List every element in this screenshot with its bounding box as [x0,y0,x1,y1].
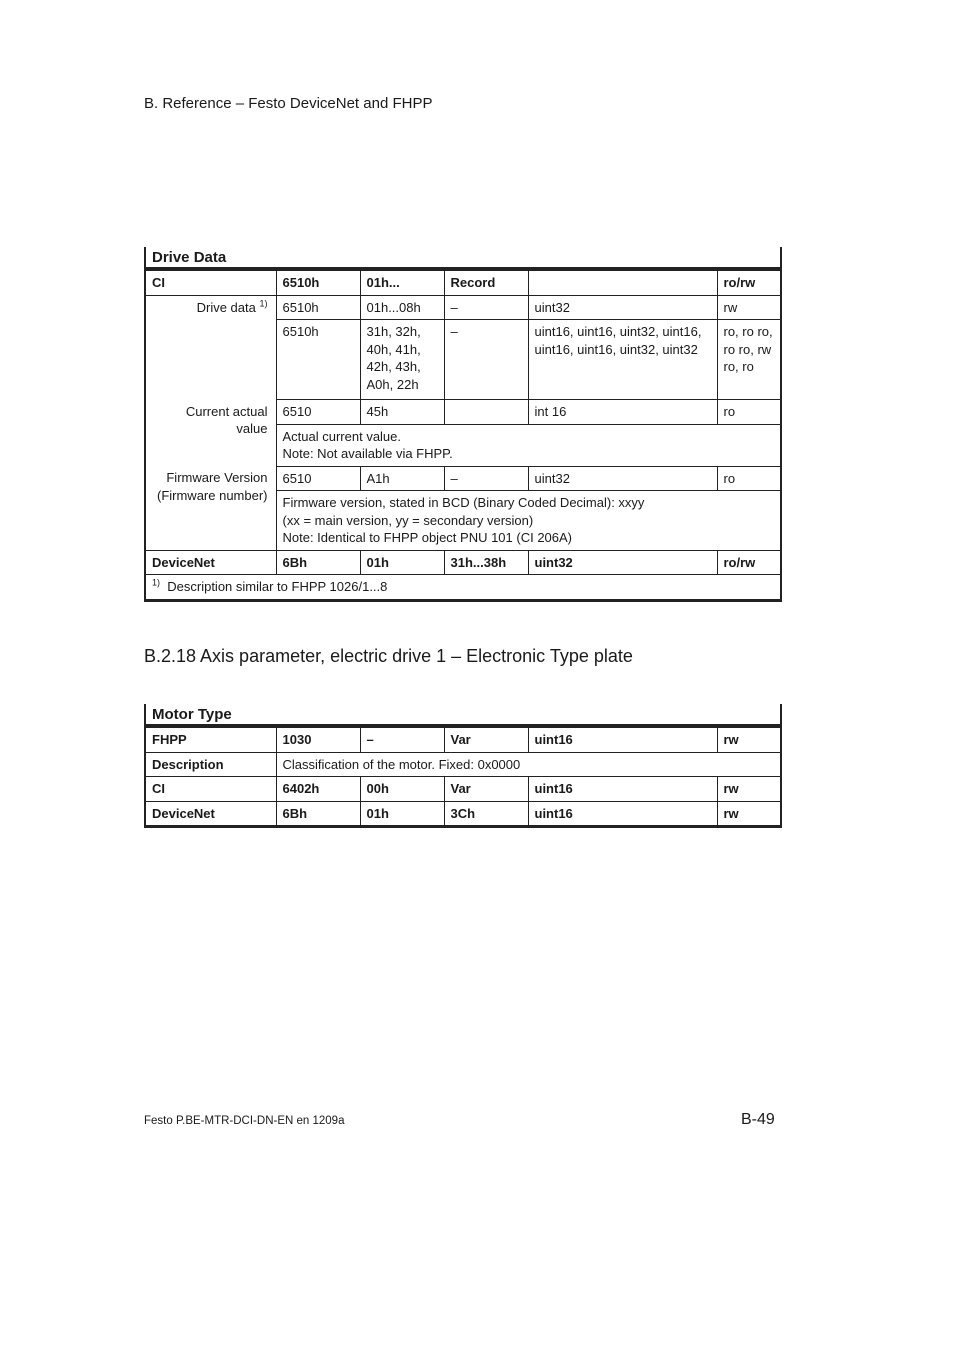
row-label: Drive data $^{1)}$ [145,295,276,320]
table-row: Actual current value. Note: Not available via FHPP. [145,424,781,466]
table-row: Current actual value 6510 45h int 16 ro [145,400,781,425]
table-row: DeviceNet 6Bh 01h 3Ch uint16 rw [145,801,781,827]
motor-type-table [144,704,782,828]
table-title: Motor Type [145,704,781,726]
table-row: FHPP 1030 – Var uint16 rw [145,726,781,752]
page-number: B-49 [741,1111,775,1128]
table-row: 6510h 31h, 32h, 40h, 41h, 42h, 43h, A0h, 22h – uint16, uint16, uint32, uint16, uint16, uint16, uint32, uint32 ro, ro ro, ro ro, rw ro, ro [145,320,781,400]
table-row: DeviceNet 6Bh 01h 31h...38h uint32 ro/rw [145,550,781,575]
table-title: Drive Data [145,247,781,269]
table-row: CI 6402h 00h Var uint16 rw [145,777,781,802]
row-label: Firmware Version (Firmware number) [145,466,276,550]
section-title: B.2.18 Axis parameter, electric drive 1 – Electronic Type plate [144,646,633,666]
table-row: Firmware Version (Firmware number) 6510 A1h – uint32 ro [145,466,781,491]
table-row: Drive data $^{1)}$ 6510h 01h...08h – uint32 rw [145,295,781,320]
table-row: Firmware version, stated in BCD (Binary Coded Decimal): xxyy (xx = main version, yy = secondary version) Note: Identical to FHPP object PNU 101 (CI 206A) [145,491,781,551]
table-row [145,575,781,601]
row-label: Current actual value [145,400,276,467]
drive-data-table [144,247,782,602]
footnote: $^{1)}$ Description similar to FHPP 1026/1...8 [145,575,781,601]
page-header: B. Reference – Festo DeviceNet and FHPP [144,95,433,112]
table-row: CI 6510h 01h... Record ro/rw [145,269,781,295]
footer-doc-id: Festo P.BE-MTR-DCI-DN-EN en 1209a [144,1115,345,1127]
table-row: Description Classification of the motor. Fixed: 0x0000 [145,752,781,777]
